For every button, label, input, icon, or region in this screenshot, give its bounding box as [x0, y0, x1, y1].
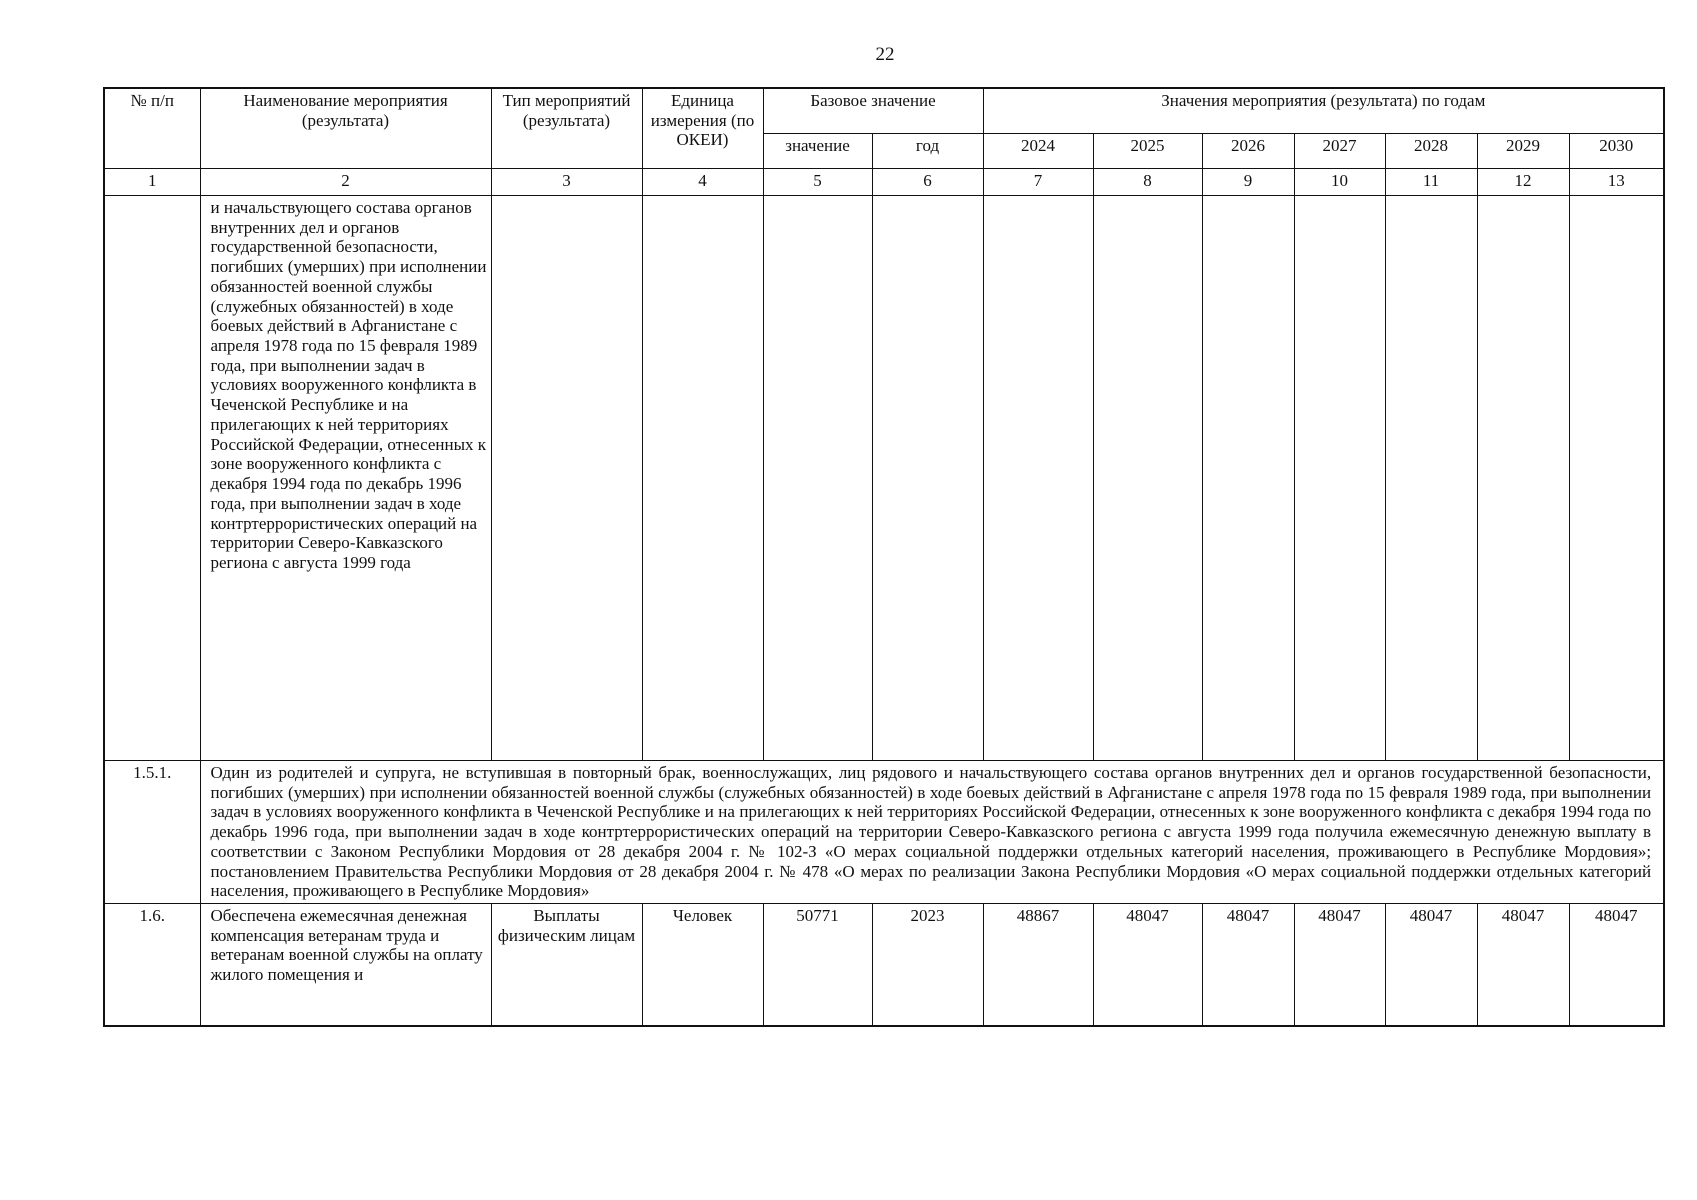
- empty-cell: [1202, 196, 1294, 761]
- row-base-value: 50771: [763, 904, 872, 1027]
- column-number: 11: [1385, 169, 1477, 196]
- row-type: Выплаты физическим лицам: [491, 904, 642, 1027]
- column-number: 3: [491, 169, 642, 196]
- header-year: 2029: [1477, 134, 1569, 169]
- column-number: 13: [1569, 169, 1664, 196]
- row-base-year: 2023: [872, 904, 983, 1027]
- row-year-value: 48047: [1202, 904, 1294, 1027]
- note-index: 1.5.1.: [104, 761, 200, 904]
- row-index: 1.6.: [104, 904, 200, 1027]
- continuation-row: [104, 196, 1664, 761]
- column-number: 5: [763, 169, 872, 196]
- header-base: Базовое значение: [763, 88, 983, 134]
- header-row-1: [104, 88, 1664, 134]
- header-base-year: год: [872, 134, 983, 169]
- row-year-value: 48047: [1093, 904, 1202, 1027]
- empty-cell: [983, 196, 1093, 761]
- row-unit: Человек: [642, 904, 763, 1027]
- note-text: Один из родителей и супруга, не вступившая в повторный брак, военнослужащих, лиц рядового и начальствующего состава органов внутренних дел и органов государственной безопасности, погибших (умерших) при исполнении обязанностей военной службы (служебных обязанностей) в ходе боевых действий в Афганистане с апреля 1978 года по 15 февраля 1989 года, при выполнении задач в условиях вооруженного конфликта в Чеченской Республике и на прилегающих к ней территориях Российской Федерации, отнесенных к зоне вооруженного конфликта с декабря 1994 года по декабрь 1996 года, при выполнении задач в ходе контртеррористических операций на территории Северо-Кавказского региона с августа 1999 года получила ежемесячную денежную выплату в соответствии с Законом Республики Мордовия от 28 декабря 2004 г. № 102-З «О мерах социальной поддержки отдельных категорий населения, проживающего в Республике Мордовия»; постановлением Правительства Республики Мордовия от 28 декабря 2004 г. № 478 «О мерах по реализации Закона Республики Мордовия «О мерах социальной поддержки отдельных категорий населения, проживающего в Республике Мордовия»: [200, 761, 1664, 904]
- page-number: 22: [875, 44, 895, 65]
- header-year: 2028: [1385, 134, 1477, 169]
- row-name: Обеспечена ежемесячная денежная компенсация ветеранам труда и ветеранам военной службы на оплату жилого помещения и: [200, 904, 491, 1027]
- row-year-value: 48047: [1294, 904, 1385, 1027]
- empty-cell: [1385, 196, 1477, 761]
- header-unit: Единица измерения (по ОКЕИ): [642, 88, 763, 169]
- header-year: 2024: [983, 134, 1093, 169]
- header-name: Наименование мероприятия (результата): [200, 88, 491, 169]
- column-number: 9: [1202, 169, 1294, 196]
- column-number-row: [104, 169, 1664, 196]
- note-row: [104, 761, 1664, 904]
- column-number: 8: [1093, 169, 1202, 196]
- header-year: 2025: [1093, 134, 1202, 169]
- column-number: 1: [104, 169, 200, 196]
- empty-cell: [1569, 196, 1664, 761]
- header-year: 2026: [1202, 134, 1294, 169]
- empty-cell: [763, 196, 872, 761]
- column-number: 6: [872, 169, 983, 196]
- empty-cell: [1294, 196, 1385, 761]
- row-year-value: 48867: [983, 904, 1093, 1027]
- header-type: Тип мероприятий (результата): [491, 88, 642, 169]
- column-number: 2: [200, 169, 491, 196]
- empty-cell: [1477, 196, 1569, 761]
- empty-cell: [1093, 196, 1202, 761]
- empty-cell: [642, 196, 763, 761]
- header-base-value: значение: [763, 134, 872, 169]
- column-number: 10: [1294, 169, 1385, 196]
- header-year: 2030: [1569, 134, 1664, 169]
- row-year-value: 48047: [1385, 904, 1477, 1027]
- header-years: Значения мероприятия (результата) по годам: [983, 88, 1664, 134]
- continuation-index: [104, 196, 200, 761]
- column-number: 7: [983, 169, 1093, 196]
- column-number: 4: [642, 169, 763, 196]
- header-year: 2027: [1294, 134, 1385, 169]
- empty-cell: [872, 196, 983, 761]
- continuation-name: и начальствующего состава органов внутренних дел и органов государственной безопасности, погибших (умерших) при исполнении обязанностей военной службы (служебных обязанностей) в ходе боевых действий в Афганистане с апреля 1978 года по 15 февраля 1989 года, при выполнении задач в условиях вооруженного конфликта в Чеченской Республике и на прилегающих к ней территориях Российской Федерации, отнесенных к зоне вооруженного конфликта с декабря 1994 года по декабрь 1996 года, при выполнении задач в ходе контртеррористических операций на территории Северо-Кавказского региона с августа 1999 года: [200, 196, 491, 761]
- measures-table: [103, 87, 1665, 1027]
- header-num: № п/п: [104, 88, 200, 169]
- column-number: 12: [1477, 169, 1569, 196]
- table-row: [104, 904, 1664, 1027]
- row-year-value: 48047: [1477, 904, 1569, 1027]
- empty-cell: [491, 196, 642, 761]
- row-year-value: 48047: [1569, 904, 1664, 1027]
